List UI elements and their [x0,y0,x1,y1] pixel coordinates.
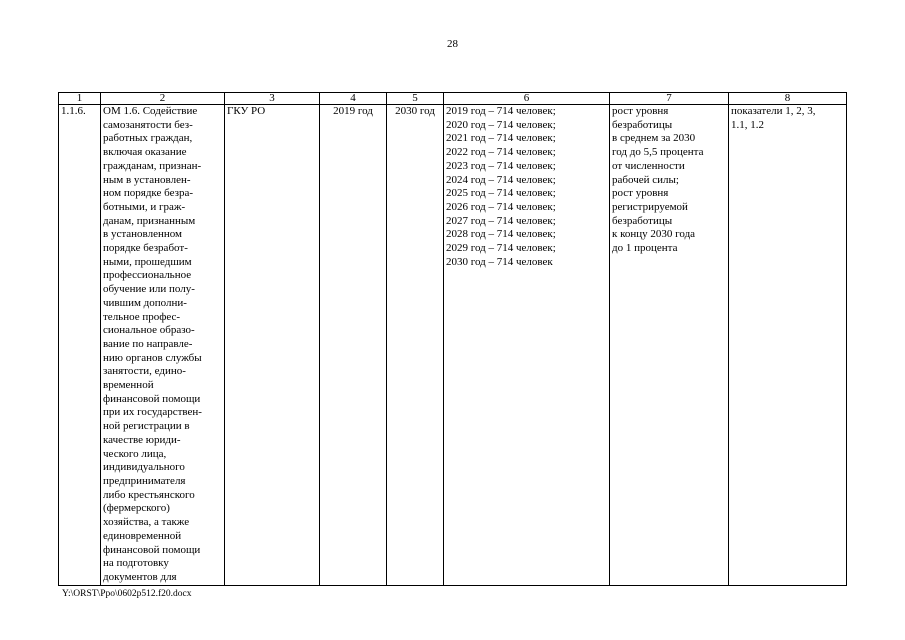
text-line: 2027 год – 714 человек; [446,214,556,227]
text-line: финансовой помощи [103,543,201,556]
column-number: 7 [610,93,729,105]
text-line: ном порядке безра- [103,187,193,200]
column-number: 1 [59,93,101,105]
text-line: до 1 процента [612,242,678,255]
program-table [58,92,847,586]
column-number: 4 [320,93,387,105]
column-number-row [59,93,847,105]
text-line: рост уровня [612,187,669,200]
text-line: ной регистрации в [103,420,190,433]
expected-result-cell [444,105,610,586]
column-number: 6 [444,93,610,105]
text-line: ботными, и граж- [103,200,186,213]
page-number: 28 [447,38,458,50]
text-line: 2023 год – 714 человек; [446,159,556,172]
text-line: 2024 год – 714 человек; [446,173,556,186]
text-line: включая оказание [103,146,187,159]
text-line: чившим дополни- [103,296,187,309]
text-line: показатели 1, 2, 3, [731,105,816,117]
end-year-cell: 2030 год [387,105,444,586]
text-line: качестве юриди- [103,433,181,446]
text-line: 2029 год – 714 человек; [446,242,556,255]
column-number: 8 [729,93,847,105]
text-line: ным в установлен- [103,173,191,186]
text-line: самозанятости без- [103,118,193,131]
text-line: рабочей силы; [612,173,679,186]
event-name-lines [103,105,222,585]
text-line: безработицы [612,118,673,131]
consequence-cell [610,105,729,586]
text-line: 2020 год – 714 человек; [446,118,556,131]
text-line: ческого лица, [103,447,167,460]
text-line: единовременной [103,529,182,542]
text-line: ными, прошедшим [103,255,192,268]
text-line: рост уровня [612,105,669,117]
text-line: обучение или полу- [103,283,195,296]
text-line: на подготовку [103,557,169,570]
text-line: безработицы [612,214,673,227]
text-line: либо крестьянского [103,488,195,501]
text-line: год до 5,5 процента [612,146,704,159]
text-line: 2022 год – 714 человек; [446,146,556,159]
start-year-cell: 2019 год [320,105,387,586]
column-number: 3 [225,93,320,105]
text-line: хозяйства, а также [103,516,190,529]
text-line: ОМ 1.6. Содействие [103,105,198,117]
text-line: к концу 2030 года [612,228,696,241]
text-line: 2025 год – 714 человек; [446,187,556,200]
text-line: 2028 год – 714 человек; [446,228,556,241]
text-line: финансовой помощи [103,392,201,405]
text-line: профессиональное [103,269,192,282]
table-row [59,105,847,586]
text-line: сиональное образо- [103,324,195,337]
text-line: вание по направле- [103,337,193,350]
column-number: 2 [101,93,225,105]
executor-cell: ГКУ РО [225,105,320,586]
text-line: 2030 год – 714 человек [446,255,553,268]
consequence-lines [612,105,726,256]
indicator-lines [731,105,844,132]
text-line: 2019 год – 714 человек; [446,105,556,117]
text-line: при их государствен- [103,406,202,419]
column-number: 5 [387,93,444,105]
event-name-cell [101,105,225,586]
text-line: в среднем за 2030 [612,132,696,145]
text-line: 1.1, 1.2 [731,118,764,131]
file-path-footer: Y:\ORST\Ppo\0602p512.f20.docx [62,589,192,599]
text-line: индивидуального [103,461,185,474]
indicator-cell [729,105,847,586]
text-line: тельное профес- [103,310,181,323]
text-line: 2026 год – 714 человек; [446,200,556,213]
text-line: данам, признанным [103,214,196,227]
text-line: в установленном [103,228,182,241]
expected-result-lines [446,105,607,269]
text-line: гражданам, признан- [103,159,202,172]
text-line: порядке безработ- [103,242,188,255]
text-line: 2021 год – 714 человек; [446,132,556,145]
text-line: от численности [612,159,685,172]
text-line: (фермерского) [103,502,170,515]
text-line: регистрируемой [612,200,688,213]
text-line: занятости, едино- [103,365,186,378]
text-line: документов для [103,570,177,583]
text-line: работных граждан, [103,132,193,145]
row-number-cell: 1.1.6. [59,105,101,586]
text-line: временной [103,379,154,392]
text-line: предпринимателя [103,474,186,487]
text-line: нию органов службы [103,351,202,364]
